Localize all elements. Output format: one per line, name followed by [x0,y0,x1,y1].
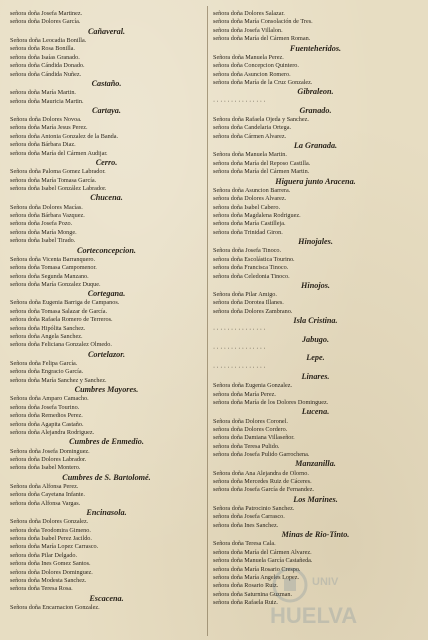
name-entry: Señora doña Eugenia Barriga de Campanos. [10,299,120,307]
name-entry: Señora doña Vicenta Barranquero. [10,255,96,263]
name-entry: · · · · · · · · · · · · · · · [213,363,266,371]
town-heading: Gibraleon. [297,87,334,97]
name-entry: señora doña Isabel Cabero. [213,203,281,211]
town-heading: Minas de Rio-Tinto. [281,530,350,540]
name-entry: señora doña María Castilleja. [213,220,286,228]
name-entry: · · · · · · · · · · · · · · · [213,97,266,105]
name-entry: señora doña Concepcion Quintero. [213,62,299,70]
town-heading: Encinasola. [86,508,127,518]
right-column [213,10,418,608]
name-entry: señora doña Hipólita Sanchez. [10,324,86,332]
name-entry: señora doña Alejandra Rodriguez. [10,428,95,436]
name-entry: señora doña Rosa Bonilla. [10,45,75,53]
town-heading: Chucena. [90,193,123,203]
town-heading: Cumbres de Enmedio. [69,437,144,447]
name-entry: Señora doña Eugenia Gonzalez. [213,382,293,390]
name-entry: señora doña Agapita Castaño. [10,420,84,428]
name-entry: señora doña Cándida Donado. [10,62,85,70]
name-entry: señora doña Isabel Perez Jacildo. [10,535,92,542]
town-heading: Jabugo. [301,334,330,344]
name-entry: señora doña Teresa Pulido. [213,442,280,450]
town-heading: Cartaya. [92,105,121,115]
name-entry: señora doña Segunda Manzano. [10,272,89,280]
name-entry: señora doña Escolástica Tourino. [213,255,295,263]
name-entry: señora doña Dolores Cordero. [213,425,288,433]
town-heading: Linares. [301,371,330,381]
name-entry: señora doña Saturnina Guzman. [213,590,293,598]
name-entry: señora doña Bárbara Vazquez. [10,211,85,219]
name-entry: Señora doña Leocadia Bonilla. [10,36,87,44]
name-entry: señora doña Cayetana Infante. [10,491,85,499]
name-entry: señora doña Dolores Zambrano. [213,307,293,315]
name-entry: Señora doña Dolores Gonzalez. [10,518,89,526]
town-heading: Escacena. [89,593,124,603]
name-entry: señora doña Trinidad Giron. [213,228,283,236]
name-entry: señora doña Isabel Tirado. [10,237,76,245]
name-entry: señora doña Cándida Nuñez. [10,70,82,78]
name-entry: señora doña Dolores Labrador. [10,455,87,463]
town-heading: Corteconcepcion. [77,245,136,255]
town-heading: Cumbres de S. Bartolomé. [62,472,151,482]
name-entry: señora doña Angela Sanchez. [10,333,83,341]
name-entry: señora doña Alfonsa Vargas. [10,499,81,507]
name-entry: señora doña Tomasa Campomenor. [10,264,97,272]
name-entry: señora doña Teodomira Gimeno. [10,526,91,534]
name-entry: señora doña Remedios Perez. [10,412,83,420]
name-entry: señora doña Damiana Villaseñor. [213,434,295,442]
name-entry: señora doña Asuncion Romero. [213,70,291,78]
svg-text:HUELVA: HUELVA [270,603,358,628]
name-entry: señora doña Cármen Alvarez. [213,132,287,140]
town-heading: La Granada. [293,141,338,151]
name-entry: señora doña Josefa Pulido Garrochena. [213,451,310,459]
name-entry: Señora doña Dolores Coronel. [213,417,288,425]
town-heading: Cañaveral. [87,26,126,36]
name-entry: señora doña Antonia Gonzalez de la Banda. [10,132,119,140]
town-heading: Cortegana. [87,289,126,299]
name-entry: señora doña Josefa Carrasco. [213,513,285,521]
name-entry: Señora doña Ana Alejandra de Olorno. [213,469,309,477]
name-entry: señora doña Bárbara Diaz. [10,141,76,149]
town-heading: Higuera junto Aracena. [275,176,356,186]
town-heading: Hinojales. [298,237,333,247]
name-entry: señora doña Josefa Tourino. [10,403,80,411]
name-entry: señora doña María del Cármen Roman. [213,35,311,43]
name-entry: señora doña María Rosario Crespo. [213,565,301,573]
name-entry: Señora doña Asuncion Barrera. [213,186,291,194]
name-entry: señora doña María Angeles Lopez. [213,573,300,581]
town-heading: Castaño. [91,78,122,88]
name-entry: señora doña Rafaela Romero de Terreros. [10,316,113,324]
town-heading: Cumbres Mayores. [74,385,139,395]
name-entry: señora doña María Monge. [10,228,77,236]
name-entry: señora doña María Perez. [213,390,276,398]
name-entry: señora doña Ines Sanchez. [213,521,279,529]
name-entry: señora doña Rosario Ruiz. [213,582,279,590]
name-entry: señora doña Manuela García Castañeda. [213,557,313,565]
name-entry: señora doña Dolores Dominguez. [10,568,93,576]
name-entry: Señora doña Josefa Tinoco. [213,247,282,255]
name-entry: señora doña Mauricia Martin. [10,97,84,105]
name-entry: señora doña María Sanchez y Sanchez. [10,376,107,384]
name-entry: señora doña María del Cármen Martin. [213,168,310,176]
name-entry: señora doña Josefa García de Fernandez. [213,486,315,494]
left-column [10,10,203,612]
town-heading: Hinojos. [301,280,330,290]
svg-text:UNIV: UNIV [312,576,339,588]
name-entry: señora doña Dolores Salazar. [213,10,285,17]
name-entry: señora doña Magdalena Rodriguez. [213,211,301,219]
town-heading: Lepe. [306,353,325,363]
name-entry: Señora doña Paloma Gomez Labrador. [10,168,106,176]
town-heading: Los Marines. [293,494,338,504]
name-entry: señora doña María Martin. [10,89,76,97]
name-entry: señora doña María Tomasa García. [10,176,97,184]
town-heading: Granado. [299,105,332,115]
name-entry: señora doña Josefa Villalon. [213,26,283,34]
name-entry: señora doña Pilar Delgado. [10,551,78,559]
name-entry: Señora doña Manuela Perez. [213,53,284,61]
name-entry: señora doña Francisca Tinoco. [213,264,289,272]
name-entry: señora doña María Jesus Perez. [10,124,88,132]
name-entry: señora doña Dorotea Illanes. [213,299,284,307]
name-entry: Señora doña Amparo Camacho. [10,395,89,403]
name-entry: señora doña Modesta Sanchez. [10,576,87,584]
name-entry: Señora doña Patrocinio Sanchez. [213,505,295,513]
town-heading: Manzanilla. [295,459,336,469]
town-heading: Fuenteheridos. [289,43,342,53]
name-entry: señora doña Isabel González Labrador. [10,185,107,192]
name-entry: Señora doña Pilar Amigo. [213,291,277,299]
name-entry: señora doña Dolores García. [10,18,81,26]
name-entry: señora doña María de la Cruz Gonzalez. [213,78,313,86]
name-entry: Señora doña Alfonsa Perez. [10,482,79,490]
name-entry: señora doña María del Cármen Alvarez. [213,548,312,556]
name-entry: Señora doña Dolores Macías. [10,203,83,211]
name-entry: Señora doña Felipa García. [10,360,78,367]
name-entry: señora doña María del Reposo Castilla. [213,159,311,167]
name-entry: señora doña Teresa Rosa. [10,585,73,593]
name-entry: señora doña Celedonia Tinoco. [213,272,290,280]
name-entry: señora doña María del Cármen Audijar. [10,149,108,157]
name-entry: Señora doña Dolores Novoa. [10,116,82,124]
name-entry: señora doña María Gonzalez Duque. [10,280,101,288]
name-entry: señora doña María Lopez Carrasco. [10,543,99,551]
name-entry: Señora doña Encarnacion Gonzalez. [10,603,100,611]
town-heading: Isla Cristina. [293,316,338,326]
name-entry: señora doña María de los Dolores Dominguez. [213,398,329,406]
column-divider [207,6,208,636]
name-entry: Señora doña Manuela Martin. [213,151,287,159]
name-entry: Señora doña Josefa Dominguez. [10,447,90,455]
town-heading: Cortelazor. [87,349,126,359]
name-entry: señora doña Tomasa Salazar de García. [10,307,108,315]
town-heading: Cerro. [95,158,118,168]
name-entry: · · · · · · · · · · · · · · · [213,326,266,334]
name-entry: · · · · · · · · · · · · · · · [213,345,266,353]
name-entry: señora doña Feliciana Gonzalez Olmedo. [10,341,112,349]
name-entry: señora doña Rafaela Ruiz. [213,599,278,607]
name-entry: Señora doña Teresa Cala. [213,540,276,548]
name-entry: señora doña Engracio García. [10,368,84,376]
name-entry: señora doña Isabel Montero. [10,464,81,472]
name-entry: señora doña Candelaria Ortega. [213,124,291,132]
name-entry: Señora doña Rafaela Ojeda y Sanchez. [213,116,309,124]
name-entry: señora doña Ines Gomez Santos. [10,560,91,568]
town-heading: Lucena. [301,407,330,417]
name-entry: señora doña Mercedes Ruiz de Cáceres. [213,478,312,486]
name-entry: señora doña María Consolación de Tres. [213,18,313,26]
name-entry: señora doña Josefa Martinez. [10,10,83,17]
name-entry: señora doña Dolores Alvarez. [213,195,287,203]
name-entry: señora doña Josefa Pozo. [10,220,73,228]
name-entry: señora doña Isaías Granado. [10,53,80,61]
